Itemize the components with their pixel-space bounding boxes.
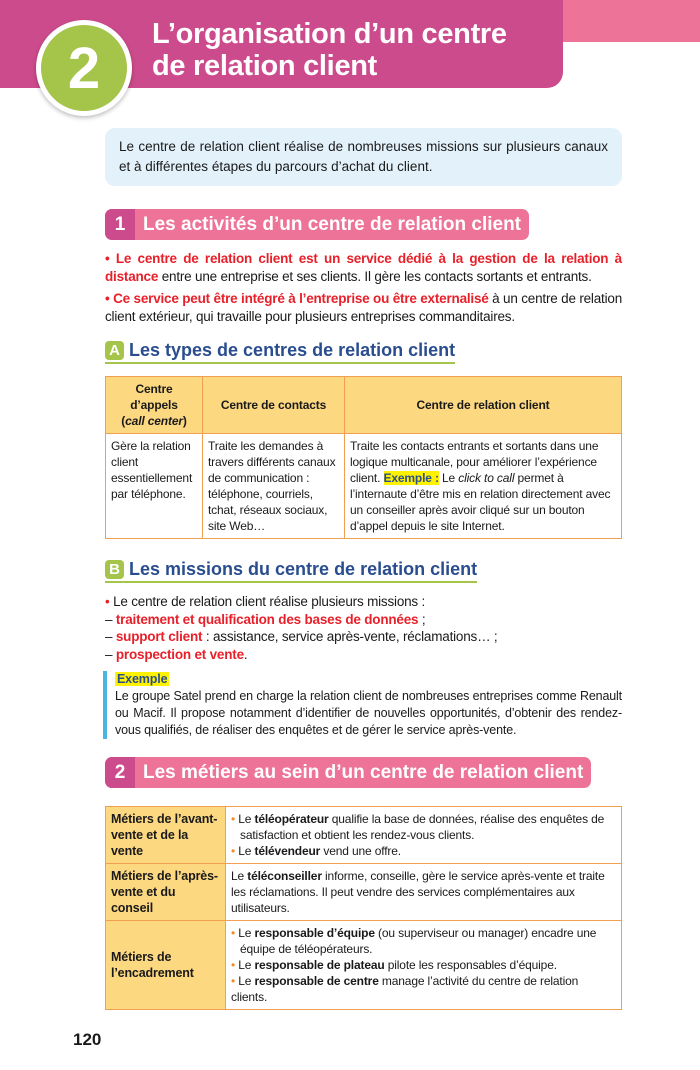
list-item: – prospection et vente. <box>105 646 248 662</box>
jobs-table <box>105 806 622 1010</box>
example-label: Exemple <box>117 672 168 686</box>
intro-box: Le centre de relation client réalise de nombreuses missions sur plusieurs canaux et à différentes étapes du parcours d’achat du client. <box>105 128 622 186</box>
title-line: de relation client <box>152 50 378 82</box>
text: à un centre de relation client extérieur, qui travaille pour plusieurs entreprises commanditaires. <box>105 291 622 324</box>
types-table <box>105 376 622 539</box>
subsection-title: Les missions du centre de relation client <box>129 559 478 579</box>
section-number: 2 <box>105 757 135 788</box>
row-label: Métiers de l’encadrement <box>106 921 226 1010</box>
subsection-letter: A <box>105 341 124 360</box>
example-label: Exemple : <box>383 471 439 485</box>
row-label: Métiers de l’après-vente et du conseil <box>106 864 226 921</box>
table-cell: Traite les contacts entrants et sortants dans une logique multicanale, pour améliorer l’expérience client. Exemple : Le click to call permet à l’internaute d’être mis en relation directement avec un conseiller après avoir cliqué sur un bouton d’appel depuis le site Internet. <box>345 434 622 539</box>
row-label: Métiers de l’avant-vente et de la vente <box>106 807 226 864</box>
section-title: Les métiers au sein d’un centre de relation client <box>143 761 584 783</box>
table-cell: Traite les demandes à travers différents canaux de communication : téléphone, courriels, tchat, réseaux sociaux, site Web… <box>203 434 345 539</box>
highlight-text: • Ce service peut être intégré à l’entreprise ou être externalisé <box>105 291 489 306</box>
title-line: L’organisation d’un centre <box>152 18 507 50</box>
example-text: Le groupe Satel prend en charge la relation client de nombreuses entreprises comme Renault ou Macif. Il propose notamment d’identifier de nouvelles opportunités, d’obtenir des rendez-vous qualifiés, de réaliser des enquêtes et de gérer le service après-vente. <box>115 689 622 737</box>
table-cell: • Le téléopérateur qualifie la base de données, réalise des enquêtes de satisfaction et obtient les rendez-vous clients. • Le télévendeur vend une offre. <box>226 807 622 864</box>
section-title: Les activités d’un centre de relation client <box>143 213 522 235</box>
list-item: – support client : assistance, service après-vente, réclamations… ; <box>105 629 498 644</box>
table-header: Centre de relation client <box>345 377 622 434</box>
chapter-number-badge: 2 <box>36 20 132 116</box>
subsection-b-heading <box>105 559 477 583</box>
missions-list <box>105 593 622 663</box>
table-cell: Le téléconseiller informe, conseille, gère le service après-vente et traite les réclamations. Il peut vendre des services complémentaires aux utilisateurs. <box>226 864 622 921</box>
table-header: Centre de contacts <box>203 377 345 434</box>
paragraph <box>105 250 622 286</box>
section-2-heading <box>105 757 591 788</box>
example-box <box>103 671 622 739</box>
subsection-letter: B <box>105 560 124 579</box>
list-intro: • Le centre de relation client réalise plusieurs missions : <box>105 594 426 609</box>
section-number: 1 <box>105 209 135 240</box>
highlight-text: • Le centre de relation client est un service dédié à la gestion de la relation à distance <box>105 251 622 284</box>
table-cell: Gère la relation client essentiellement par téléphone. <box>106 434 203 539</box>
table-cell: • Le responsable d’équipe (ou superviseur ou manager) encadre une équipe de téléopérateurs. • Le responsable de plateau pilote les responsables d’équipe. • Le responsable de centre manage l’activité du centre de relation clients. <box>226 921 622 1010</box>
subsection-a-heading <box>105 340 455 364</box>
section-1-heading <box>105 209 529 240</box>
subsection-title: Les types de centres de relation client <box>129 340 456 360</box>
table-header: Centre d’appels (call center) <box>106 377 203 434</box>
text: entre une entreprise et ses clients. Il gère les contacts sortants et entrants. <box>158 269 592 284</box>
page-content <box>73 0 622 1070</box>
page-number: 120 <box>73 1030 102 1049</box>
paragraph <box>105 290 622 326</box>
list-item: – traitement et qualification des bases de données ; <box>105 611 426 627</box>
